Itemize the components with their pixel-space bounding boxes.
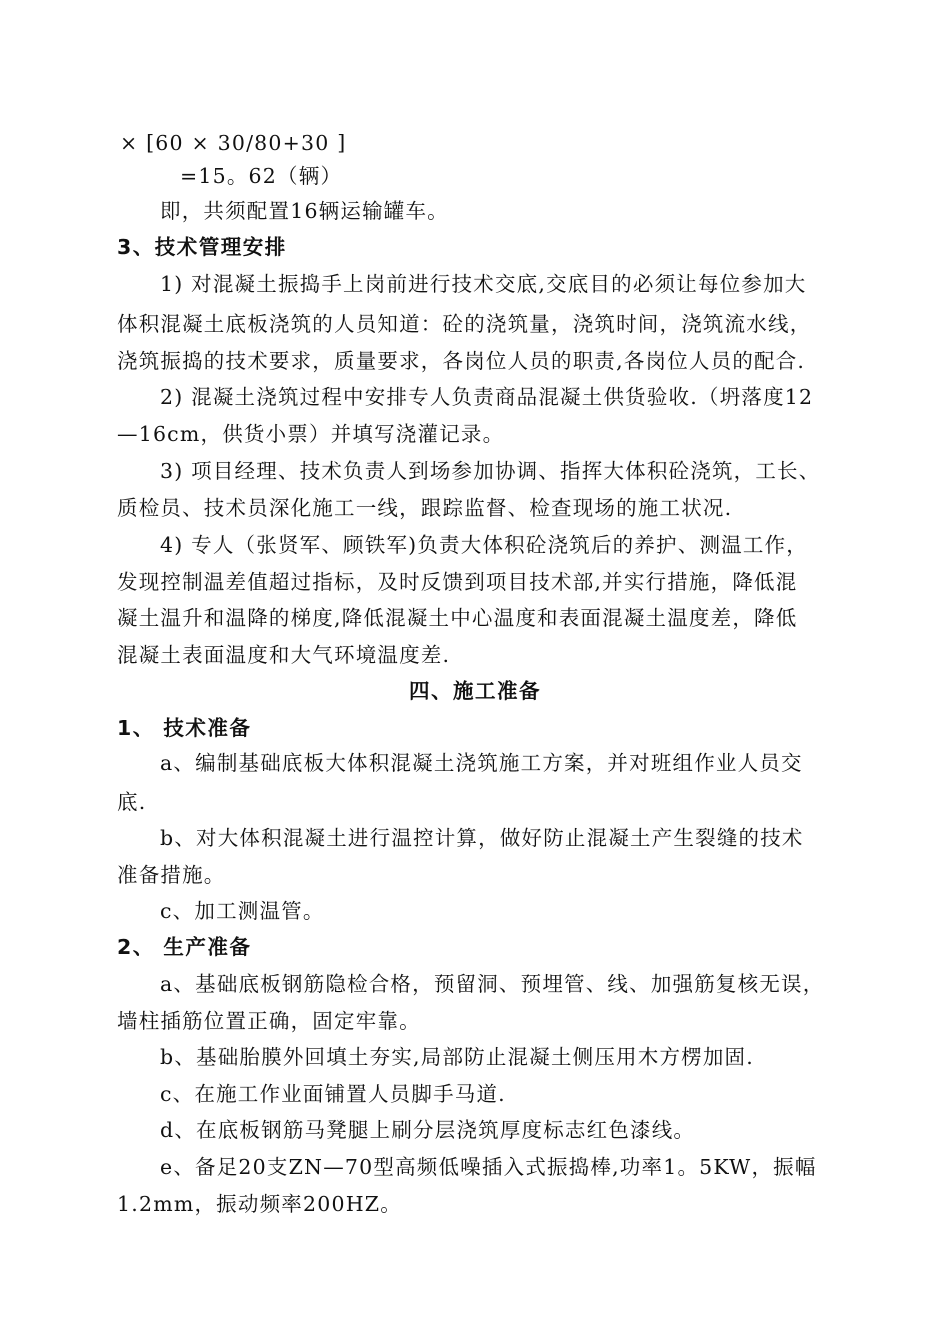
paragraph-line: 2) 混凝土浇筑过程中安排专人负责商品混凝土供货验收.（坍落度12 [160,385,814,409]
paragraph-line: 体积混凝土底板浇筑的人员知道：砼的浇筑量，浇筑时间，浇筑流水线， [117,312,812,336]
paragraph-line: 混凝土表面温度和大气环境温度差. [117,643,451,667]
formula-line-2: =15。62（辆） [180,164,343,188]
paragraph-line: 底. [117,790,147,814]
paragraph-line: c、加工测温管。 [160,899,325,923]
paragraph-line: 1.2mm，振动频率200HZ。 [117,1192,402,1216]
paragraph-line: a、编制基础底板大体积混凝土浇筑施工方案，并对班组作业人员交 [160,751,803,775]
paragraph-line: —16cm，供货小票）并填写浇灌记录。 [117,422,505,446]
formula-line-1: × [60 × 30/80+30 ] [120,131,347,155]
paragraph-line: 浇筑振捣的技术要求，质量要求，各岗位人员的职责,各岗位人员的配合. [117,349,806,373]
paragraph-line: 准备措施。 [117,863,226,887]
conclusion-text: 即，共须配置16辆运输罐车。 [160,199,449,223]
paragraph-line: 墙柱插筋位置正确，固定牢靠。 [117,1009,421,1033]
subsection-heading: 2、 生产准备 [117,935,252,959]
paragraph-line: 凝土温升和温降的梯度,降低混凝土中心温度和表面混凝土温度差，降低 [117,606,798,630]
chapter-title: 四、施工准备 [409,679,541,703]
paragraph-line: b、对大体积混凝土进行温控计算，做好防止混凝土产生裂缝的技术 [160,826,804,850]
paragraph-line: 4) 专人（张贤军、顾铁军)负责大体积砼浇筑后的养护、测温工作， [160,533,808,557]
paragraph-line: 3) 项目经理、技术负责人到场参加协调、指挥大体积砼浇筑，工长、 [160,459,821,483]
paragraph-line: 发现控制温差值超过指标，及时反馈到项目技术部,并实行措施，降低混 [117,570,798,594]
paragraph-line: b、基础胎膜外回填土夯实,局部防止混凝土侧压用木方楞加固. [160,1045,754,1069]
section-heading: 3、技术管理安排 [117,235,287,259]
paragraph-line: 1) 对混凝土振捣手上岗前进行技术交底,交底目的必须让每位参加大 [160,272,807,296]
paragraph-line: e、备足20支ZN—70型高频低噪插入式振捣棒,功率1。5KW，振幅 [160,1155,817,1179]
subsection-heading: 1、 技术准备 [117,716,252,740]
paragraph-line: a、基础底板钢筋隐检合格，预留洞、预埋管、线、加强筋复核无误， [160,972,825,996]
paragraph-line: c、在施工作业面铺置人员脚手马道. [160,1082,506,1106]
paragraph-line: d、在底板钢筋马凳腿上刷分层浇筑厚度标志红色漆线。 [160,1118,696,1142]
paragraph-line: 质检员、技术员深化施工一线，跟踪监督、检查现场的施工状况. [117,496,733,520]
